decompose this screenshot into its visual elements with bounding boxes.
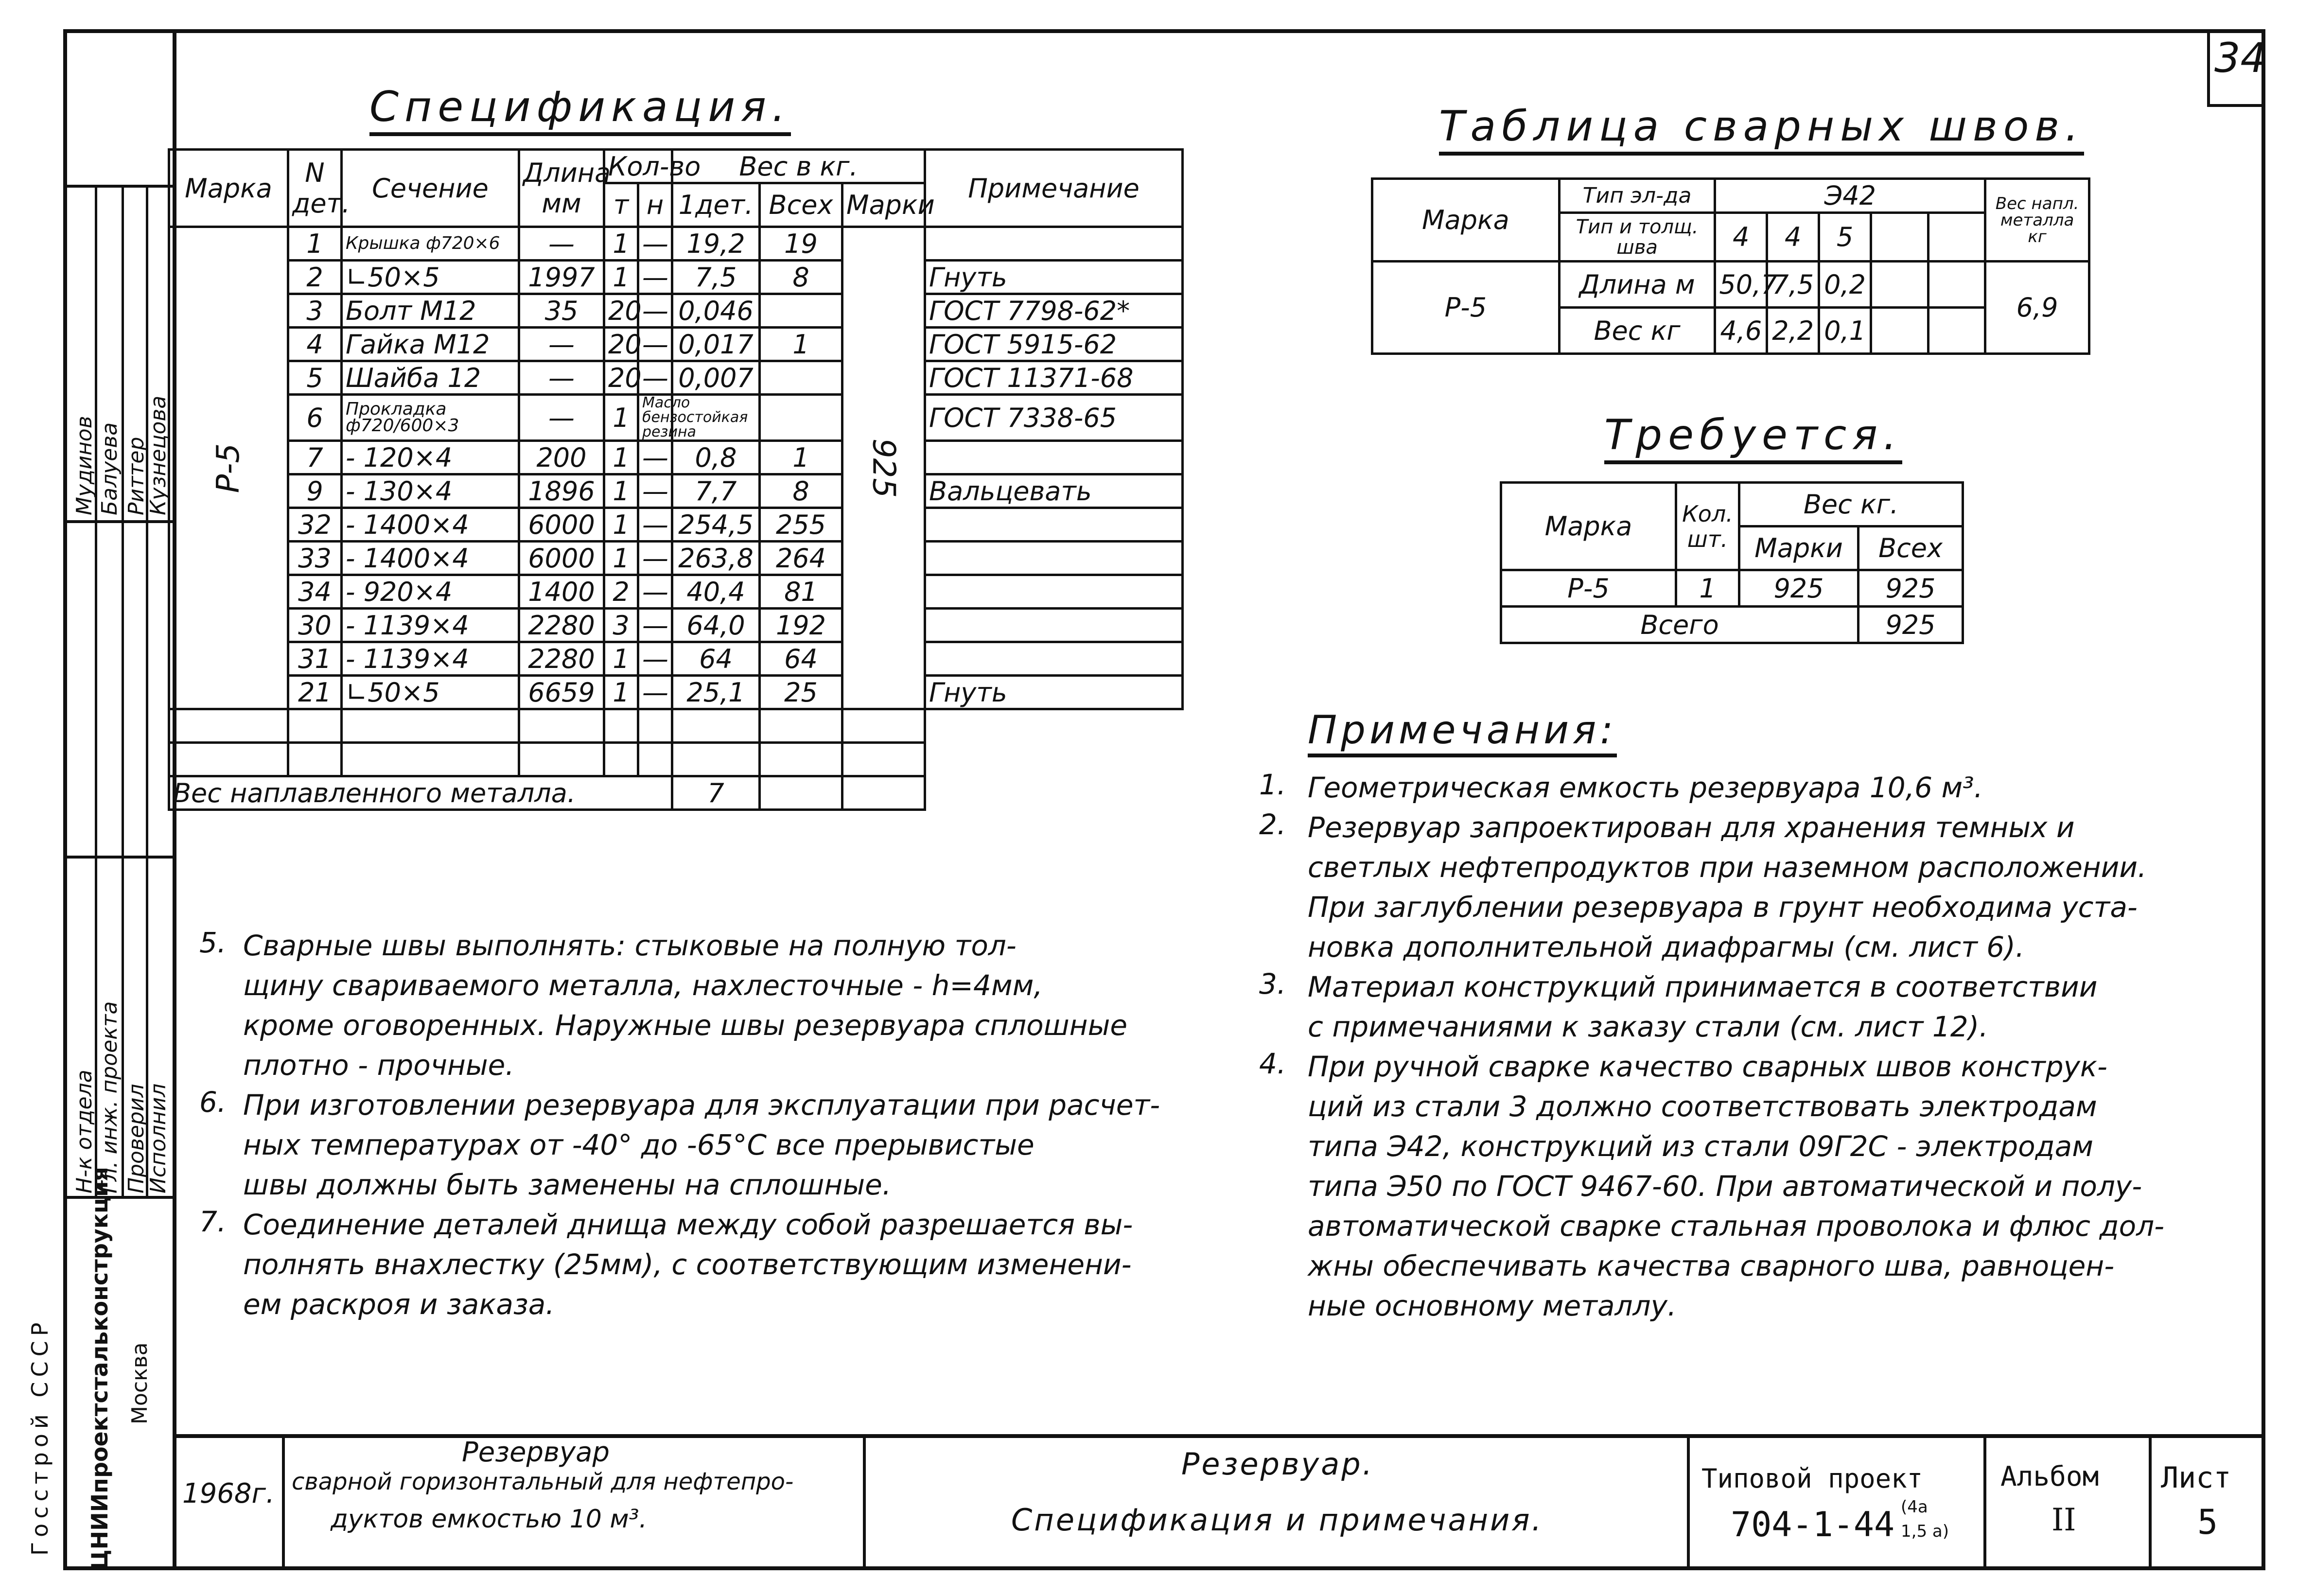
required-total-value: 925 xyxy=(1859,607,1963,643)
welds-seam-label: Тип и толщ. шва xyxy=(1559,213,1715,262)
welds-length-label: Длина м xyxy=(1559,262,1715,308)
side-name: Риттер xyxy=(124,437,149,515)
notes-left-line: Сварные швы выполнять: стыковые на полную тол- xyxy=(243,929,1017,962)
header-w-mark: Марки xyxy=(842,183,925,227)
spec-row xyxy=(169,294,1183,328)
spec-cell-note xyxy=(925,575,1183,609)
spec-cell-section: - 130×4 xyxy=(342,474,519,508)
required-total-row xyxy=(1501,607,1963,643)
spec-mark-weight: 925 xyxy=(865,438,902,498)
spec-cell-section: Крышка ф720×6 xyxy=(342,227,519,261)
spec-cell-n: 9 xyxy=(288,474,342,508)
side-stamp-divider xyxy=(63,520,173,523)
spec-mark-cell xyxy=(169,227,288,709)
spec-cell-section: - 1400×4 xyxy=(342,542,519,575)
spec-cell-qty-t: 20 xyxy=(604,328,638,361)
spec-cell-qty-t: 20 xyxy=(604,294,638,328)
spec-empty-row xyxy=(169,709,1183,743)
side-role: Н-к отдела xyxy=(72,1070,97,1193)
spec-cell-w-all xyxy=(760,361,842,395)
spec-cell-qty-t: 1 xyxy=(604,474,638,508)
spec-cell-w-one: 0,046 xyxy=(672,294,760,328)
spec-cell-qty-t: 3 xyxy=(604,609,638,642)
notes-right-number: 3. xyxy=(1259,967,1286,1000)
spec-mark-value: Р-5 xyxy=(210,443,246,493)
tb-divider xyxy=(1983,1434,1986,1570)
spec-row xyxy=(169,676,1183,709)
tb-divider xyxy=(282,1434,285,1570)
header-note: Примечание xyxy=(925,150,1183,227)
header-length: Длина мм xyxy=(519,150,604,227)
spec-mark-weight-cell xyxy=(842,227,925,709)
required-table xyxy=(1500,481,1964,644)
side-name: Кузнецова xyxy=(146,395,171,515)
welds-seam-lap-icon: 5 xyxy=(1819,213,1871,262)
spec-cell-w-one: 0,8 xyxy=(672,441,760,474)
spec-cell-qty-n: — xyxy=(638,261,672,294)
spec-cell-qty-t: 1 xyxy=(604,395,638,441)
tb-project-suffix-top: (4а xyxy=(1901,1497,1928,1517)
sheet-number: 34 xyxy=(2214,34,2266,82)
required-qty: 1 xyxy=(1676,570,1739,607)
welds-length-2: 7,5 xyxy=(1767,262,1819,308)
spec-cell-length: 6000 xyxy=(519,542,604,575)
notes-right-line: типа Э50 по ГОСТ 9467-60. При автоматической и полу- xyxy=(1308,1170,2142,1203)
spec-cell-w-all: 64 xyxy=(760,642,842,676)
notes-right-line: жны обеспечивать качества сварного шва, равноцен- xyxy=(1308,1249,2115,1282)
welds-weight-1: 4,6 xyxy=(1715,308,1767,354)
spec-cell-section: Шайба 12 xyxy=(342,361,519,395)
side-name: Мудинов xyxy=(72,416,97,515)
spec-cell-n: 4 xyxy=(288,328,342,361)
tb-divider xyxy=(2149,1434,2152,1570)
spec-cell-w-all: 264 xyxy=(760,542,842,575)
spec-cell-n: 32 xyxy=(288,508,342,542)
spec-cell-length: 6659 xyxy=(519,676,604,709)
required-row xyxy=(1501,570,1963,607)
header-w-one: 1дет. xyxy=(672,183,760,227)
weld-metal-value: 7 xyxy=(672,776,760,810)
required-w-all: 925 xyxy=(1859,570,1963,607)
spec-row xyxy=(169,227,1183,261)
welds-weight-2: 2,2 xyxy=(1767,308,1819,354)
spec-row xyxy=(169,474,1183,508)
spec-cell-note xyxy=(925,227,1183,261)
spec-cell-note: Вальцевать xyxy=(925,474,1183,508)
spec-cell-n: 30 xyxy=(288,609,342,642)
spec-cell-n: 1 xyxy=(288,227,342,261)
spec-cell-qty-n: — xyxy=(638,474,672,508)
notes-right-line: ций из стали 3 должно соответствовать электродам xyxy=(1308,1090,2097,1123)
required-total-label: Всего xyxy=(1501,607,1859,643)
spec-row xyxy=(169,361,1183,395)
welds-weight-3: 0,1 xyxy=(1819,308,1871,354)
tb-object-title: Резервуар xyxy=(462,1437,610,1468)
notes-right-line: Материал конструкций принимается в соответствии xyxy=(1308,970,2098,1003)
spec-cell-length: 1896 xyxy=(519,474,604,508)
tb-sheet-title-2: Спецификация и примечания. xyxy=(1011,1502,1543,1538)
welds-electrode-label: Тип эл-да xyxy=(1559,179,1715,213)
spec-cell-w-one: 0,007 xyxy=(672,361,760,395)
notes-left-line: При изготовлении резервуара для эксплуатации при расчет- xyxy=(243,1088,1160,1122)
tb-project-suffix-bottom: 1,5 а) xyxy=(1901,1522,1949,1541)
spec-cell-qty-n: — xyxy=(638,642,672,676)
spec-cell-qty-t: 1 xyxy=(604,676,638,709)
required-title: Требуется. xyxy=(1604,411,1902,459)
spec-cell-qty-n: Масло бензостойкая резина xyxy=(638,395,672,441)
spec-cell-qty-n: — xyxy=(638,294,672,328)
notes-right-number: 1. xyxy=(1259,768,1286,801)
spec-cell-n: 34 xyxy=(288,575,342,609)
notes-left-line: полнять внахлестку (25мм), с соответствующим изменени- xyxy=(243,1248,1132,1281)
spec-cell-section: - 1139×4 xyxy=(342,642,519,676)
notes-left-number: 7. xyxy=(199,1205,227,1238)
welds-mark-value: Р-5 xyxy=(1372,262,1560,354)
spec-cell-section: - 1400×4 xyxy=(342,508,519,542)
spec-table xyxy=(168,148,1184,811)
spec-cell-qty-t: 1 xyxy=(604,261,638,294)
spec-cell-w-all: 255 xyxy=(760,508,842,542)
side-role: Гл. инж. проекта xyxy=(97,1001,122,1193)
notes-right-line: новка дополнительной диафрагмы (см. лист 6). xyxy=(1308,930,2025,964)
side-city: Москва xyxy=(127,1342,152,1424)
spec-cell-length: 2280 xyxy=(519,609,604,642)
welds-seam-fillet-icon: 4 xyxy=(1715,213,1767,262)
side-stamp-divider xyxy=(63,185,173,188)
spec-cell-w-one: 263,8 xyxy=(672,542,760,575)
spec-cell-w-one: 19,2 xyxy=(672,227,760,261)
welds-seam-lap-icon: 4 xyxy=(1767,213,1819,262)
notes-right-line: с примечаниями к заказу стали (см. лист 12). xyxy=(1308,1010,1988,1043)
spec-row xyxy=(169,328,1183,361)
spec-cell-note: ГОСТ 11371-68 xyxy=(925,361,1183,395)
spec-row xyxy=(169,575,1183,609)
tb-album-label: Альбом xyxy=(2000,1461,2099,1492)
welds-weight-label: Вес кг xyxy=(1559,308,1715,354)
spec-cell-length: — xyxy=(519,395,604,441)
notes-left-number: 6. xyxy=(199,1086,227,1119)
spec-weld-metal-row xyxy=(169,776,1183,810)
notes-right-number: 4. xyxy=(1259,1047,1286,1080)
spec-cell-qty-n: — xyxy=(638,508,672,542)
spec-cell-w-one: 25,1 xyxy=(672,676,760,709)
spec-cell-w-one: 64,0 xyxy=(672,609,760,642)
welds-length-3: 0,2 xyxy=(1819,262,1871,308)
spec-cell-note: ГОСТ 5915-62 xyxy=(925,328,1183,361)
notes-right-line: При ручной сварке качество сварных швов конструк- xyxy=(1308,1050,2107,1083)
side-stamp-col xyxy=(146,185,148,1196)
spec-cell-section: - 120×4 xyxy=(342,441,519,474)
welds-title: Таблица сварных швов. xyxy=(1439,102,2084,151)
spec-cell-w-all: 25 xyxy=(760,676,842,709)
spec-cell-qty-t: 1 xyxy=(604,227,638,261)
header-w-all: Всех xyxy=(760,183,842,227)
spec-cell-w-one: 64 xyxy=(672,642,760,676)
side-role: Исполнил xyxy=(146,1083,171,1193)
spec-cell-length: — xyxy=(519,361,604,395)
spec-cell-length: 1997 xyxy=(519,261,604,294)
spec-cell-length: 1400 xyxy=(519,575,604,609)
side-name: Балуева xyxy=(97,422,122,515)
notes-right-line: Геометрическая емкость резервуара 10,6 м³. xyxy=(1308,771,1983,804)
required-header-marka: Марка xyxy=(1501,483,1676,570)
spec-cell-section: Гайка М12 xyxy=(342,328,519,361)
spec-cell-section: ∟50×5 xyxy=(342,261,519,294)
spec-cell-w-one: 0,017 xyxy=(672,328,760,361)
welds-total: 6,9 xyxy=(1985,262,2089,354)
side-org-1: Госстрой СССР xyxy=(27,1317,53,1556)
required-header-w-all: Всех xyxy=(1859,526,1963,570)
side-stamp-divider xyxy=(63,1196,173,1199)
spec-cell-w-all: 8 xyxy=(760,474,842,508)
spec-cell-section: Болт М12 xyxy=(342,294,519,328)
notes-title: Примечания: xyxy=(1308,707,1617,753)
notes-left-line: Соединение деталей днища между собой разрешается вы- xyxy=(243,1208,1133,1241)
welds-electrode-value: Э42 xyxy=(1715,179,1985,213)
notes-left-line: плотно - прочные. xyxy=(243,1049,514,1082)
tb-object-desc-1: сварной горизонтальный для нефтепро- xyxy=(292,1468,794,1495)
spec-cell-qty-t: 1 xyxy=(604,642,638,676)
spec-cell-length: — xyxy=(519,328,604,361)
spec-row xyxy=(169,508,1183,542)
spec-row xyxy=(169,261,1183,294)
spec-cell-w-one: 40,4 xyxy=(672,575,760,609)
spec-cell-note: Гнуть xyxy=(925,676,1183,709)
notes-left-line: щину свариваемого металла, нахлесточные - h=4мм, xyxy=(243,969,1043,1002)
notes-left-number: 5. xyxy=(199,926,227,959)
spec-cell-length: 6000 xyxy=(519,508,604,542)
spec-cell-qty-t: 1 xyxy=(604,441,638,474)
required-header-weight: Вес кг. xyxy=(1739,483,1963,526)
spec-cell-qty-n: — xyxy=(638,361,672,395)
spec-cell-length: 2280 xyxy=(519,642,604,676)
spec-cell-n: 3 xyxy=(288,294,342,328)
spec-cell-w-all: 1 xyxy=(760,328,842,361)
required-mark: Р-5 xyxy=(1501,570,1676,607)
tb-divider xyxy=(1687,1434,1690,1570)
spec-cell-note xyxy=(925,508,1183,542)
spec-row xyxy=(169,542,1183,575)
spec-cell-qty-t: 1 xyxy=(604,542,638,575)
spec-cell-note xyxy=(925,441,1183,474)
spec-cell-n: 7 xyxy=(288,441,342,474)
spec-cell-note xyxy=(925,542,1183,575)
spec-cell-length: — xyxy=(519,227,604,261)
notes-right-line: Резервуар запроектирован для хранения темных и xyxy=(1308,811,2075,844)
welds-length-1: 50,7 xyxy=(1715,262,1767,308)
spec-cell-w-all: 1 xyxy=(760,441,842,474)
notes-right-line: автоматической сварке стальная проволока и флюс дол- xyxy=(1308,1210,2165,1243)
welds-table xyxy=(1371,177,2090,355)
spec-cell-w-one: 7,5 xyxy=(672,261,760,294)
spec-cell-w-all xyxy=(760,395,842,441)
spec-cell-n: 6 xyxy=(288,395,342,441)
tb-object-desc-2: дуктов емкостью 10 м³. xyxy=(331,1505,647,1534)
header-n: N дет. xyxy=(288,150,342,227)
spec-cell-n: 21 xyxy=(288,676,342,709)
spec-cell-n: 5 xyxy=(288,361,342,395)
spec-cell-w-all: 81 xyxy=(760,575,842,609)
required-header-qty: Кол. шт. xyxy=(1676,483,1739,570)
required-header-w-mark: Марки xyxy=(1739,526,1859,570)
tb-sheet-label: Лист xyxy=(2161,1461,2231,1495)
spec-cell-note: ГОСТ 7338-65 xyxy=(925,395,1183,441)
spec-row xyxy=(169,642,1183,676)
tb-sheet-value: 5 xyxy=(2197,1502,2218,1542)
spec-cell-n: 2 xyxy=(288,261,342,294)
spec-cell-section: - 920×4 xyxy=(342,575,519,609)
side-role: Проверил xyxy=(124,1084,149,1193)
spec-cell-section: - 1139×4 xyxy=(342,609,519,642)
spec-cell-qty-n: — xyxy=(638,609,672,642)
notes-left-line: кроме оговоренных. Наружные швы резервуара сплошные xyxy=(243,1009,1128,1042)
spec-cell-note: ГОСТ 7798-62* xyxy=(925,294,1183,328)
spec-cell-qty-n: — xyxy=(638,227,672,261)
spec-cell-qty-n: — xyxy=(638,542,672,575)
spec-cell-length: 35 xyxy=(519,294,604,328)
welds-header-marka: Марка xyxy=(1372,179,1560,262)
spec-cell-note xyxy=(925,642,1183,676)
spec-cell-qty-t: 1 xyxy=(604,508,638,542)
header-qty-t: т xyxy=(604,183,638,227)
tb-sheet-title-1: Резервуар. xyxy=(1181,1446,1374,1482)
tb-year: 1968г. xyxy=(182,1478,275,1509)
spec-cell-note xyxy=(925,609,1183,642)
spec-cell-qty-n: — xyxy=(638,676,672,709)
spec-header-row-1 xyxy=(169,150,1183,183)
side-stamp-divider xyxy=(63,856,173,859)
tb-project-number: 704-1-44 xyxy=(1731,1505,1895,1544)
spec-cell-qty-n: — xyxy=(638,575,672,609)
spec-cell-section: ∟50×5 xyxy=(342,676,519,709)
spec-cell-qty-n: — xyxy=(638,441,672,474)
welds-metal-header: Вес напл. металла кг xyxy=(1985,179,2089,262)
header-section: Сечение xyxy=(342,150,519,227)
header-marka: Марка xyxy=(169,150,288,227)
spec-cell-w-all: 192 xyxy=(760,609,842,642)
spec-cell-qty-t: 20 xyxy=(604,361,638,395)
spec-cell-note: Гнуть xyxy=(925,261,1183,294)
spec-cell-w-all: 19 xyxy=(760,227,842,261)
tb-album-value: II xyxy=(2052,1502,2076,1538)
notes-right-line: При заглублении резервуара в грунт необходима уста- xyxy=(1308,891,2138,924)
spec-cell-length: 200 xyxy=(519,441,604,474)
notes-left-line: ем раскроя и заказа. xyxy=(243,1288,555,1321)
header-qty-n: н xyxy=(638,183,672,227)
header-qty: Кол-во xyxy=(604,150,672,183)
header-weight: Вес в кг. xyxy=(672,150,925,183)
spec-row xyxy=(169,609,1183,642)
spec-cell-section: Прокладка ф720/600×3 xyxy=(342,395,519,441)
spec-cell-w-one: 254,5 xyxy=(672,508,760,542)
required-w-mark: 925 xyxy=(1739,570,1859,607)
spec-row xyxy=(169,441,1183,474)
spec-cell-qty-t: 2 xyxy=(604,575,638,609)
notes-right-number: 2. xyxy=(1259,808,1286,841)
spec-title: Спецификация. xyxy=(369,83,791,131)
notes-left-line: ных температурах от -40° до -65°С все прерывистые xyxy=(243,1128,1035,1161)
spec-cell-w-all: 8 xyxy=(760,261,842,294)
spec-cell-qty-n: — xyxy=(638,328,672,361)
spec-cell-n: 31 xyxy=(288,642,342,676)
spec-empty-row xyxy=(169,743,1183,776)
side-org-2: ЦНИИпроектстальконструкция xyxy=(87,1167,113,1570)
spec-cell-w-all xyxy=(760,294,842,328)
notes-right-line: ные основному металлу. xyxy=(1308,1289,1677,1322)
tb-divider xyxy=(863,1434,866,1570)
notes-right-line: светлых нефтепродуктов при наземном расположении. xyxy=(1308,851,2147,884)
notes-right-line: типа Э42, конструкций из стали 09Г2С - электродам xyxy=(1308,1130,2093,1163)
side-stamp-strip xyxy=(63,29,173,1570)
spec-cell-n: 33 xyxy=(288,542,342,575)
spec-cell-w-one: 7,7 xyxy=(672,474,760,508)
notes-left-line: швы должны быть заменены на сплошные. xyxy=(243,1168,892,1201)
spec-row xyxy=(169,395,1183,441)
weld-metal-label: Вес наплавленного металла. xyxy=(169,776,672,810)
tb-project-label: Типовой проект xyxy=(1701,1463,1923,1494)
